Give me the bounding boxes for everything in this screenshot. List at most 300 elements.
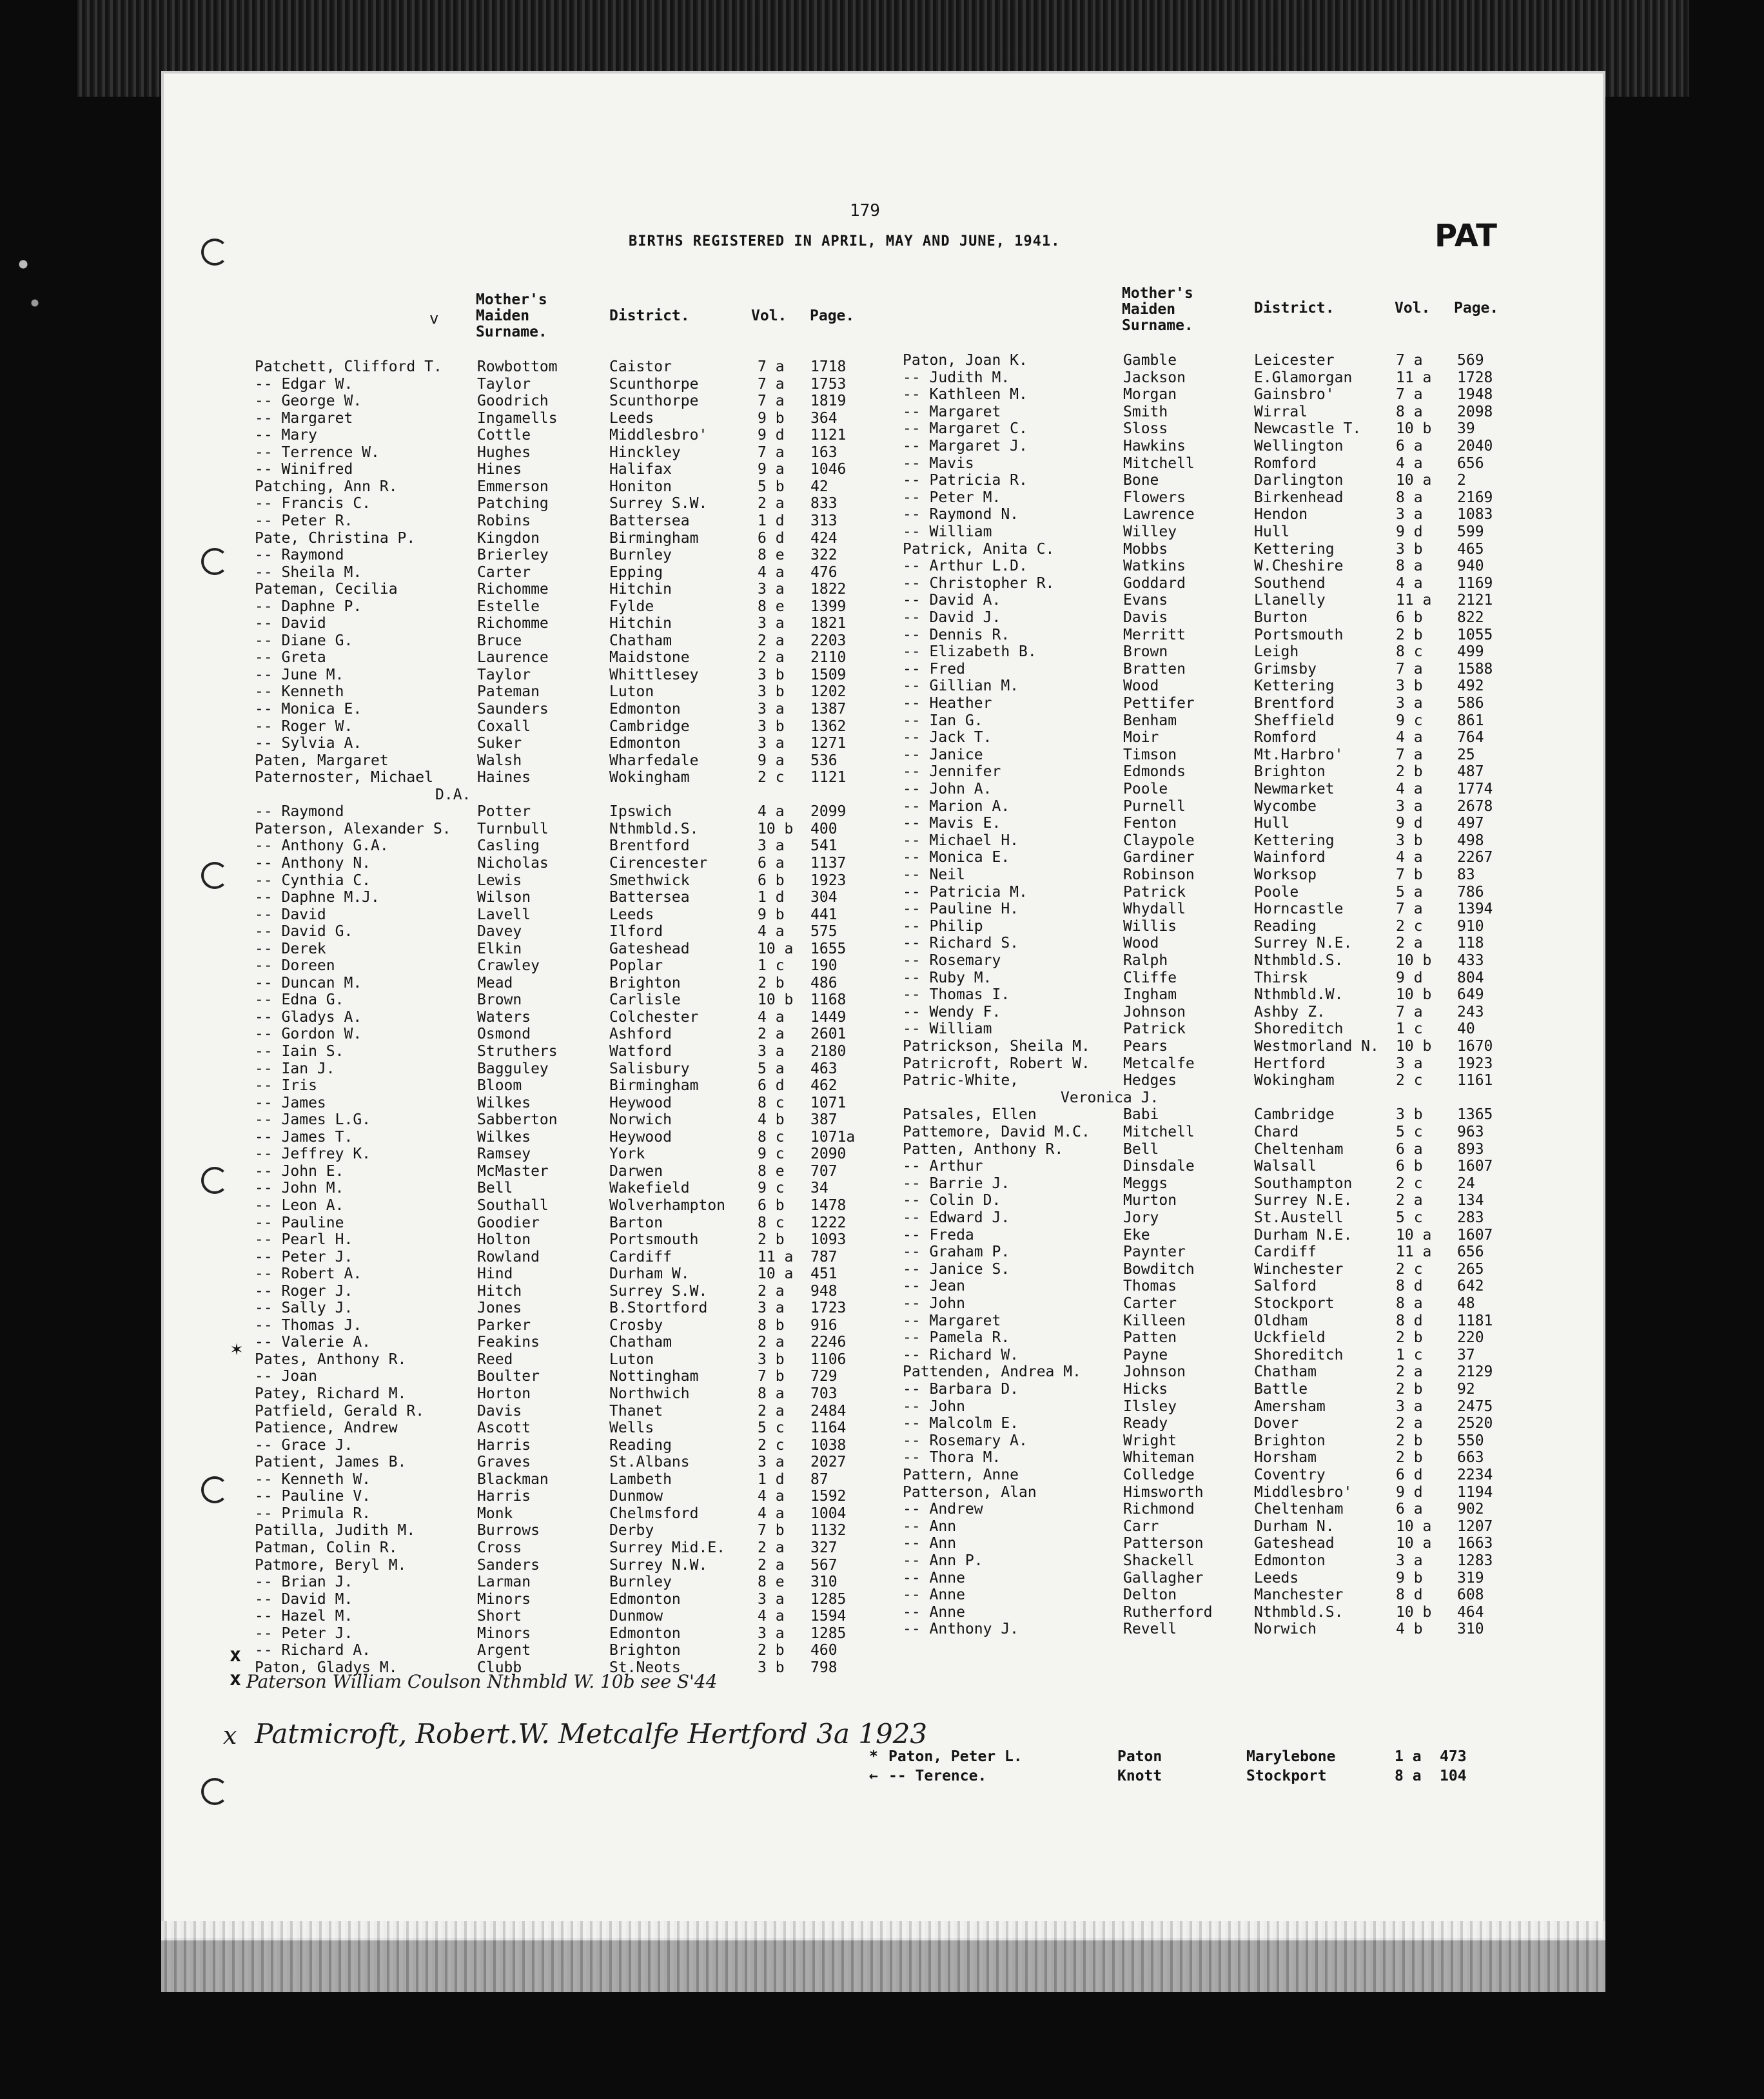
entry-district: Salford	[1254, 1278, 1317, 1295]
entry-vol: 5 b	[758, 478, 785, 495]
entry-vol: 2 a	[758, 1402, 785, 1420]
addendum-vol: 8 a	[1395, 1768, 1422, 1784]
entry-name: -- Monica E.	[903, 849, 1010, 866]
entry-name: -- James T.	[255, 1128, 353, 1146]
entry-district: Leeds	[609, 906, 654, 923]
entry-mother-surname: Waters	[477, 1008, 531, 1026]
entry-name: -- George W.	[255, 393, 362, 410]
entry-mother-surname: Blackman	[477, 1470, 549, 1488]
entry-page: 2484	[810, 1402, 847, 1420]
entry-mother-surname: Purnell	[1123, 797, 1186, 815]
entry-page: 1004	[810, 1505, 847, 1522]
entry-district: Wolverhampton	[609, 1196, 726, 1214]
entry-page: 25	[1457, 746, 1475, 763]
entry-name: -- Margaret J.	[903, 438, 1028, 454]
entry-district: Surrey N.E.	[1254, 1192, 1353, 1209]
entry-mother-surname: Richomme	[477, 615, 549, 632]
entry-name: -- Margaret	[255, 409, 353, 427]
entry-name: -- Valerie A.	[255, 1334, 371, 1351]
entry-page: 1394	[1457, 901, 1493, 918]
entry-name: -- Terrence W.	[255, 444, 380, 461]
entry-vol: 8 e	[758, 1574, 785, 1591]
entry-vol: 2 b	[1396, 1432, 1423, 1449]
entry-mother-surname: Hitch	[477, 1282, 522, 1300]
entry-page: 1670	[1457, 1038, 1493, 1055]
entry-district: Gateshead	[609, 940, 690, 957]
entry-name: -- Doreen	[255, 957, 335, 975]
entry-name: Patching, Ann R.	[255, 478, 398, 495]
entry-vol: 6 d	[1396, 1467, 1423, 1483]
entry-district: Brentford	[1254, 695, 1335, 712]
entry-name: -- Thomas J.	[255, 1316, 362, 1334]
entry-mother-surname: Struthers	[477, 1043, 558, 1060]
entry-vol: 5 c	[1396, 1124, 1423, 1140]
entry-vol: 2 a	[758, 1026, 785, 1043]
right-header-mother: Mother's Maiden Surname.	[1122, 285, 1193, 334]
entry-page: 861	[1457, 712, 1484, 729]
entry-page: 441	[810, 906, 838, 923]
entry-name: Patsales, Ellen	[903, 1106, 1037, 1124]
entry-vol: 6 b	[758, 872, 785, 889]
entry-name: -- Roger J.	[255, 1282, 353, 1300]
entry-vol: 4 b	[758, 1111, 785, 1129]
entry-name: -- James L.G.	[255, 1111, 371, 1129]
entry-vol: 4 a	[758, 1488, 785, 1505]
entry-name: -- Patricia M.	[903, 883, 1028, 901]
entry-mother-surname: Bell	[1123, 1140, 1159, 1158]
entry-district: Hendon	[1254, 506, 1308, 523]
addendum-mother: Paton	[1117, 1748, 1162, 1765]
cross-mark: x	[230, 1668, 242, 1690]
entry-vol: 10 b	[758, 991, 794, 1009]
entry-district: Poplar	[609, 957, 663, 975]
entry-vol: 6 a	[1396, 1140, 1423, 1158]
entry-district: Durham N.	[1254, 1518, 1335, 1535]
entry-district: E.Glamorgan	[1254, 369, 1353, 386]
entry-mother-surname: Delton	[1123, 1586, 1177, 1604]
entry-district: Westmorland N.	[1254, 1038, 1379, 1055]
entry-name: -- Ann	[903, 1518, 957, 1535]
entry-vol: 8 a	[1396, 1295, 1423, 1312]
entry-mother-surname: Robins	[477, 512, 531, 529]
entry-vol: 6 b	[1396, 1158, 1423, 1175]
entry-vol: 4 a	[758, 1008, 785, 1026]
entry-mother-surname: Southall	[477, 1196, 549, 1214]
entry-name: -- Andrew	[903, 1501, 983, 1518]
entry-name: -- Janice S.	[903, 1260, 1010, 1278]
entry-district: Ipswich	[609, 803, 672, 821]
entry-district: Cardiff	[609, 1248, 672, 1265]
entry-vol: 3 a	[758, 1625, 785, 1642]
entry-page: 1194	[1457, 1483, 1493, 1501]
entry-name: -- John A.	[903, 781, 992, 797]
entry-mother-surname: Wilkes	[477, 1094, 531, 1111]
entry-name: Paton, Joan K.	[903, 352, 1028, 369]
entry-page: 833	[810, 495, 838, 513]
entry-district: Cambridge	[1254, 1106, 1335, 1124]
entry-page: 586	[1457, 695, 1484, 712]
entry-district: Kettering	[1254, 678, 1335, 695]
entry-district: Edmonton	[609, 1590, 681, 1608]
entry-name: -- John	[903, 1398, 965, 1415]
entry-mother-surname: Burrows	[477, 1522, 540, 1539]
entry-name: -- Sheila M.	[255, 563, 362, 581]
entry-name: -- Sylvia A.	[255, 735, 362, 752]
entry-district: Surrey S.W.	[609, 495, 708, 513]
entry-name: -- Leon A.	[255, 1196, 344, 1214]
entry-vol: 10 a	[1396, 1226, 1432, 1244]
entry-vol: 8 e	[758, 547, 785, 564]
entry-page: 1181	[1457, 1312, 1493, 1329]
entry-vol: 3 a	[758, 837, 785, 855]
entry-name: -- Colin D.	[903, 1192, 1001, 1209]
entry-mother-surname: Colledge	[1123, 1467, 1195, 1483]
entry-page: 1923	[1457, 1055, 1493, 1072]
entry-mother-surname: Bone	[1123, 472, 1159, 489]
entry-district: Gateshead	[1254, 1535, 1335, 1552]
entry-page: 1362	[810, 718, 847, 735]
punch-hole-icon	[201, 1778, 228, 1805]
addendum-name: Paton, Peter L.	[888, 1748, 1023, 1765]
page-number: 179	[850, 201, 880, 220]
entry-district: Portsmouth	[1254, 626, 1344, 643]
entry-district: Middlesbro'	[1254, 1483, 1353, 1501]
entry-vol: 6 a	[1396, 438, 1423, 454]
entry-page: 2110	[810, 649, 847, 667]
asterisk-mark: ✶	[231, 1338, 243, 1360]
entry-page: 1718	[810, 358, 847, 375]
entry-mother-surname: Johnson	[1123, 1363, 1186, 1381]
entry-page: 2475	[1457, 1398, 1493, 1415]
entry-page: 1161	[1457, 1072, 1493, 1089]
entry-vol: 9 c	[758, 1146, 785, 1163]
entry-vol: 7 a	[758, 393, 785, 410]
entry-mother-surname: Poole	[1123, 781, 1168, 797]
entry-district: Darwen	[609, 1162, 663, 1180]
entry-name: -- James	[255, 1094, 326, 1111]
entry-name: -- Richard A.	[255, 1642, 371, 1659]
entry-mother-surname: Suker	[477, 735, 522, 752]
entry-district: Darlington	[1254, 472, 1344, 489]
entry-district: Dunmow	[609, 1608, 663, 1625]
entry-mother-surname: Wood	[1123, 678, 1159, 695]
entry-mother-surname: Carr	[1123, 1518, 1159, 1535]
entry-district: Northwich	[609, 1385, 690, 1402]
entry-district: Reading	[609, 1436, 672, 1454]
entry-mother-surname: Monk	[477, 1505, 513, 1522]
entry-page: 463	[810, 1060, 838, 1077]
entry-page: 916	[810, 1316, 838, 1334]
entry-vol: 7 a	[758, 375, 785, 393]
entry-page: 34	[810, 1180, 828, 1197]
entry-vol: 3 a	[1396, 1552, 1423, 1569]
entry-page: 220	[1457, 1329, 1484, 1347]
entry-mother-surname: Metcalfe	[1123, 1055, 1195, 1072]
entry-vol: 1 d	[758, 1470, 785, 1488]
entry-name: D.A.	[435, 786, 471, 803]
entry-page: 134	[1457, 1192, 1484, 1209]
entry-mother-surname: Revell	[1123, 1621, 1177, 1638]
entry-mother-surname: Pettifer	[1123, 695, 1195, 712]
entry-mother-surname: Turnbull	[477, 820, 549, 837]
entry-page: 1607	[1457, 1226, 1493, 1244]
entry-name: -- Iris	[255, 1077, 317, 1095]
entry-name: -- Anthony N.	[255, 854, 371, 872]
entry-page: 2098	[1457, 403, 1493, 420]
entry-page: 1106	[810, 1351, 847, 1368]
entry-page: 265	[1457, 1260, 1484, 1278]
entry-name: -- Barrie J.	[903, 1175, 1010, 1192]
entry-mother-surname: Patrick	[1123, 883, 1186, 901]
entry-mother-surname: Watkins	[1123, 558, 1186, 575]
addendum-page: 104	[1440, 1768, 1467, 1784]
entry-mother-surname: Larman	[477, 1574, 531, 1591]
entry-district: Surrey N.E.	[1254, 935, 1353, 952]
entry-vol: 6 b	[758, 1196, 785, 1214]
entry-vol: 3 b	[758, 683, 785, 701]
entry-vol: 2 b	[758, 1231, 785, 1249]
entry-vol: 3 a	[758, 1454, 785, 1471]
entry-mother-surname: Rutherford	[1123, 1603, 1213, 1621]
entry-vol: 2 c	[1396, 1260, 1423, 1278]
entry-district: Wells	[609, 1420, 654, 1437]
entry-vol: 7 b	[758, 1522, 785, 1539]
entry-mother-surname: Taylor	[477, 666, 531, 683]
entry-district: Wellington	[1254, 438, 1344, 454]
entry-page: 2129	[1457, 1363, 1493, 1381]
entry-mother-surname: Osmond	[477, 1026, 531, 1043]
entry-district: Ashby Z.	[1254, 1003, 1326, 1020]
entry-mother-surname: Richmond	[1123, 1501, 1195, 1518]
entry-district: Scunthorpe	[609, 375, 699, 393]
entry-page: 569	[1457, 352, 1484, 369]
entry-mother-surname: Davis	[477, 1402, 522, 1420]
entry-district: Cheltenham	[1254, 1140, 1344, 1158]
entry-vol: 7 a	[1396, 352, 1423, 369]
entry-district: Cheltenham	[1254, 1501, 1344, 1518]
entry-district: Birkenhead	[1254, 489, 1344, 506]
entry-vol: 10 b	[758, 820, 794, 837]
entry-district: Southampton	[1254, 1175, 1353, 1192]
entry-page: 118	[1457, 935, 1484, 952]
entry-name: -- Fred	[903, 660, 965, 678]
entry-mother-surname: Wilson	[477, 889, 531, 906]
entry-mother-surname: Horton	[477, 1385, 531, 1402]
entry-district: Burton	[1254, 609, 1308, 626]
entry-mother-surname: Patching	[477, 495, 549, 513]
entry-vol: 2 a	[1396, 1192, 1423, 1209]
entry-mother-surname: Ralph	[1123, 952, 1168, 969]
entry-page: 1137	[810, 854, 847, 872]
entry-name: -- Philip	[903, 917, 983, 935]
entry-vol: 7 a	[758, 444, 785, 461]
entry-district: Winchester	[1254, 1260, 1344, 1278]
entry-name: -- Peter J.	[255, 1248, 353, 1265]
entry-vol: 10 a	[758, 940, 794, 957]
entry-mother-surname: Shackell	[1123, 1552, 1195, 1569]
entry-page: 2520	[1457, 1415, 1493, 1432]
entry-name: -- John	[903, 1295, 965, 1312]
entry-name: -- David J.	[903, 609, 1001, 626]
entry-name: Paterson, Alexander S.	[255, 820, 451, 837]
entry-page: 364	[810, 409, 838, 427]
entry-mother-surname: Davis	[1123, 609, 1168, 626]
entry-vol: 3 b	[1396, 1106, 1423, 1124]
entry-vol: 4 a	[758, 923, 785, 941]
entry-page: 910	[1457, 917, 1484, 935]
entry-mother-surname: Benham	[1123, 712, 1177, 729]
entry-name: -- Heather	[903, 695, 992, 712]
entry-name: -- Duncan M.	[255, 974, 362, 991]
entry-district: Honiton	[609, 478, 672, 495]
entry-district: Birmingham	[609, 1077, 699, 1095]
entry-page: 599	[1457, 523, 1484, 540]
entry-page: 893	[1457, 1140, 1484, 1158]
entry-name: Patilla, Judith M.	[255, 1522, 416, 1539]
entry-mother-surname: Carter	[1123, 1295, 1177, 1312]
entry-mother-surname: Patten	[1123, 1329, 1177, 1347]
entry-name: Patten, Anthony R.	[903, 1140, 1064, 1158]
entry-district: Stockport	[1254, 1295, 1335, 1312]
entry-mother-surname: Pateman	[477, 683, 540, 701]
entry-mother-surname: Moir	[1123, 729, 1159, 747]
entry-page: 649	[1457, 986, 1484, 1004]
entry-name: -- Greta	[255, 649, 326, 667]
entry-page: 497	[1457, 815, 1484, 832]
entry-name: -- Marion A.	[903, 797, 1010, 815]
entry-district: Watford	[609, 1043, 672, 1060]
entry-district: Chatham	[609, 1334, 672, 1351]
entry-vol: 3 b	[1396, 540, 1423, 558]
entry-district: Shoreditch	[1254, 1346, 1344, 1363]
entry-vol: 6 a	[1396, 1501, 1423, 1518]
entry-page: 486	[810, 974, 838, 991]
scan-left-speckle	[0, 213, 58, 342]
entry-name: -- Rosemary A.	[903, 1432, 1028, 1449]
entry-name: Patterson, Alan	[903, 1483, 1037, 1501]
punch-hole-icon	[201, 862, 228, 889]
entry-district: Edmonton	[609, 1625, 681, 1642]
entry-name: Paternoster, Michael	[255, 769, 433, 786]
entry-name: -- Mary	[255, 427, 317, 444]
entry-district: Nottingham	[609, 1368, 699, 1385]
entry-page: 1283	[1457, 1552, 1493, 1569]
entry-vol: 2 c	[758, 769, 785, 786]
entry-name: -- Pauline	[255, 1214, 344, 1231]
entry-page: 1449	[810, 1008, 847, 1026]
entry-page: 92	[1457, 1381, 1475, 1398]
entry-mother-surname: Paynter	[1123, 1244, 1186, 1261]
entry-mother-surname: Feakins	[477, 1334, 540, 1351]
entry-mother-surname: Emmerson	[477, 478, 549, 495]
entry-name: -- Anne	[903, 1586, 965, 1604]
entry-vol: 10 a	[758, 1265, 794, 1283]
entry-vol: 7 a	[1396, 386, 1423, 404]
entry-district: Hitchin	[609, 581, 672, 598]
entry-mother-surname: Timson	[1123, 746, 1177, 763]
entry-name: Patchett, Clifford T.	[255, 358, 442, 375]
entry-district: Reading	[1254, 917, 1317, 935]
entry-page: 729	[810, 1368, 838, 1385]
entry-vol: 3 a	[1396, 695, 1423, 712]
entry-vol: 4 a	[758, 563, 785, 581]
entry-page: 464	[1457, 1603, 1484, 1621]
entry-page: 1592	[810, 1488, 847, 1505]
entry-page: 2246	[810, 1334, 847, 1351]
entry-district: Middlesbro'	[609, 427, 708, 444]
entry-district: Birmingham	[609, 529, 699, 547]
entry-name: -- Edna G.	[255, 991, 344, 1009]
entry-page: 787	[810, 1248, 838, 1265]
entry-name: -- Freda	[903, 1226, 974, 1244]
entry-page: 322	[810, 547, 838, 564]
entry-district: Caistor	[609, 358, 672, 375]
addendum-district: Stockport	[1246, 1768, 1327, 1784]
entry-vol: 10 a	[1396, 1535, 1432, 1552]
entry-vol: 2 b	[1396, 763, 1423, 781]
entry-vol: 2 a	[1396, 1363, 1423, 1381]
entry-name: Patience, Andrew	[255, 1420, 398, 1437]
right-header-page: Page.	[1454, 300, 1499, 317]
entry-district: Worksop	[1254, 866, 1317, 883]
entry-vol: 2 a	[758, 1282, 785, 1300]
entry-district: Edmonton	[609, 735, 681, 752]
entry-vol: 8 a	[1396, 403, 1423, 420]
entry-name: -- Rosemary	[903, 952, 1001, 969]
entry-district: Manchester	[1254, 1586, 1344, 1604]
entry-district: Lambeth	[609, 1470, 672, 1488]
entry-mother-surname: Harris	[477, 1488, 531, 1505]
entry-vol: 9 c	[758, 1180, 785, 1197]
entry-page: 1121	[810, 769, 847, 786]
entry-page: 462	[810, 1077, 838, 1095]
entry-mother-surname: Holton	[477, 1231, 531, 1249]
entry-name: Pattenden, Andrea M.	[903, 1363, 1081, 1381]
entry-district: Wharfedale	[609, 752, 699, 769]
entry-page: 948	[810, 1282, 838, 1300]
entry-district: W.Cheshire	[1254, 558, 1344, 575]
entry-vol: 3 b	[758, 1659, 785, 1676]
entry-mother-surname: Sabberton	[477, 1111, 558, 1129]
entry-vol: 6 d	[758, 1077, 785, 1095]
entry-page: 963	[1457, 1124, 1484, 1140]
entry-mother-surname: Haines	[477, 769, 531, 786]
entry-district: Romford	[1254, 729, 1317, 747]
entry-name: Paton, Gladys M.	[255, 1659, 398, 1676]
entry-mother-surname: Argent	[477, 1642, 531, 1659]
entry-district: Wycombe	[1254, 797, 1317, 815]
entry-name: -- Daphne P.	[255, 598, 362, 615]
entry-mother-surname: Lewis	[477, 872, 522, 889]
entry-name: -- John M.	[255, 1180, 344, 1197]
entry-district: Surrey S.W.	[609, 1282, 708, 1300]
entry-mother-surname: Fenton	[1123, 815, 1177, 832]
entry-name: -- Margaret	[903, 1312, 1001, 1329]
entry-vol: 3 a	[758, 701, 785, 718]
entry-district: Kettering	[1254, 540, 1335, 558]
entry-vol: 8 c	[758, 1128, 785, 1146]
entry-page: 1822	[810, 581, 847, 598]
entry-district: Grimsby	[1254, 660, 1317, 678]
entry-district: Thanet	[609, 1402, 663, 1420]
entry-district: Wirral	[1254, 403, 1308, 420]
surname-prefix: PAT	[1435, 218, 1497, 254]
entry-district: Hertford	[1254, 1055, 1326, 1072]
entry-name: -- Ann	[903, 1535, 957, 1552]
entry-vol: 4 a	[1396, 729, 1423, 747]
entry-vol: 6 b	[1396, 609, 1423, 626]
left-header-district: District.	[609, 308, 690, 324]
